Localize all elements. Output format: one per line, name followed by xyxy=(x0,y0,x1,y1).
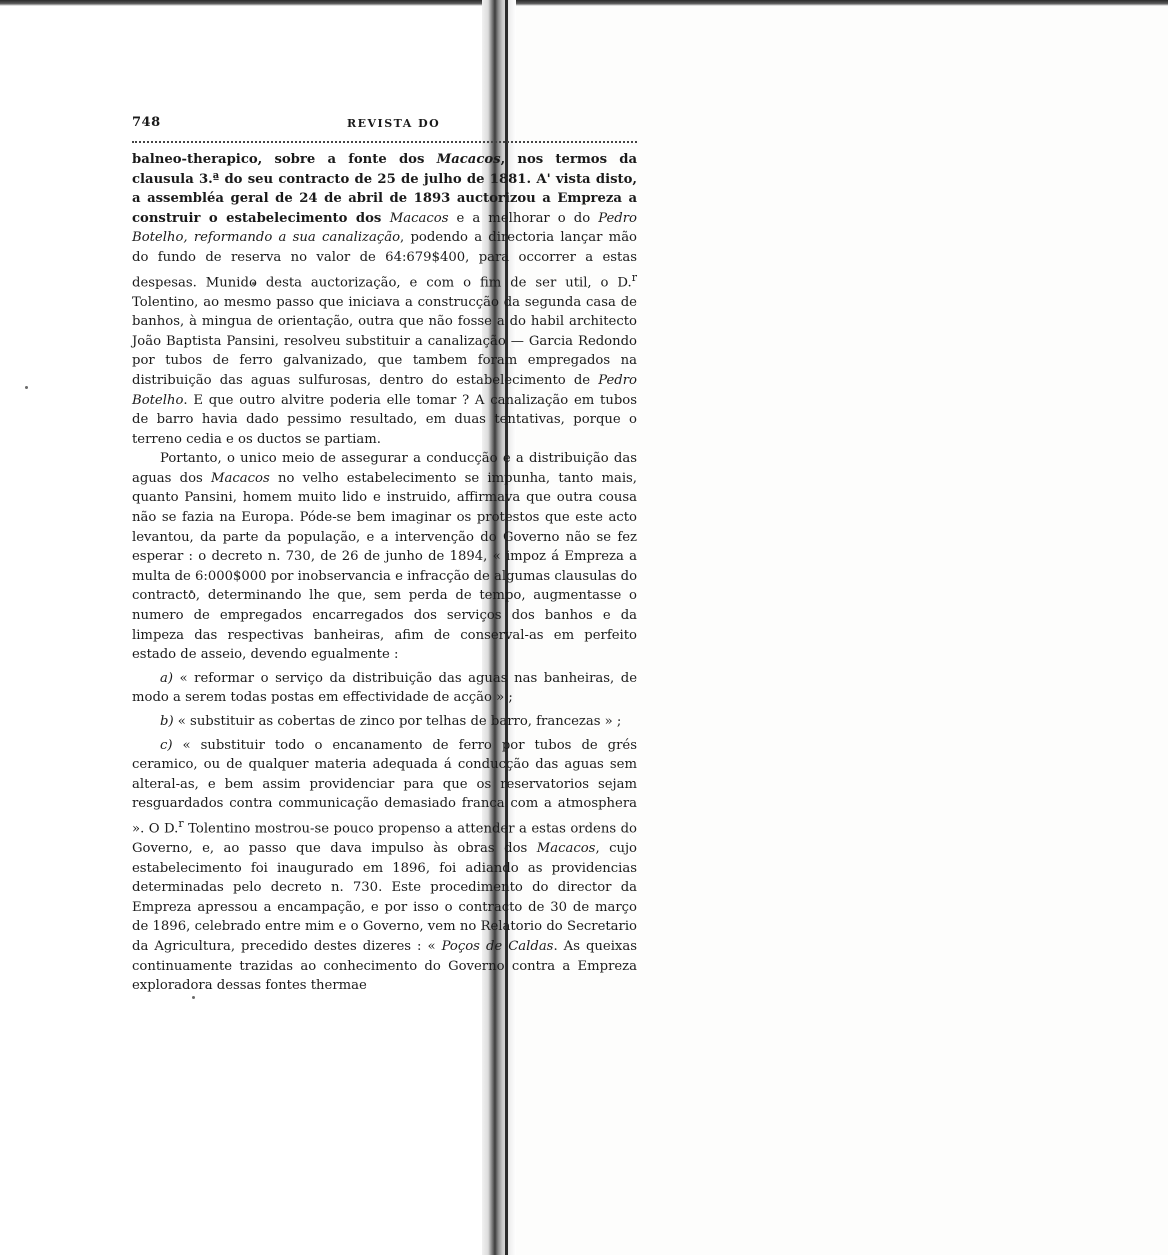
paper-speck xyxy=(192,996,195,999)
paper-speck xyxy=(25,386,28,389)
list-item-c: c) « substituir todo o encanamento de ferro por tubos de grés ceramico, ou de qualquer materia adequada á conducção das aguas sem alteral-as, e bem assim providenciar para que os reservatorios sejam resguardados contra communicação demasiado franca com a atmosphera ». O D.$^r$ Tolentino mostrou-se pouco propenso a attender a estas ordens do Governo, e, ao passo que dava impulso às obras dos Macacos, cujo estabelecimento foi inaugurado em 1896, foi adiando as providencias determinadas pelo decreto n. 730. Este procedimento do director da Empreza apressou a encampação, e por isso o contracto de 30 de março de 1896, celebrado entre mim e o Governo, vem no Relatorio do Secretario da Agricultura, precedido destes dizeres : « Poços de Caldas. As queixas continuamente trazidas ao conhecimento do Governo contra a Empreza exploradora dessas fontes thermae xyxy=(132,737,637,994)
page-number: 748 xyxy=(132,115,161,130)
paragraph-continuation: balneo-therapico, sobre a fonte dos Macacos, nos termos da clausula 3.ª do seu contracto de 25 de julho de 1881. A' vista disto, a assembléa geral de 24 de abril de 1893 auctorizou a Empreza a construir o estabelecimento dos Macacos e a melhorar o do Pedro Botelho, reformando a sua canalização, podendo a directoria lançar mão do fundo de reserva no valor de 64:679$400, para occorrer a estas despesas. Munido desta auctorização, e com o fim de ser util, o D.$^r$ Tolentino, ao mesmo passo que iniciava a construcção da segunda casa de banhos, à mingua de orientação, outra que não fosse a do habil architecto João Baptista Pansini, resolveu substituir a canalização — Garcia Redondo por tubos de ferro galvanizado, que tambem foram empregados na distribuição das aguas sulfurosas, dentro do estabelecimento de Pedro Botelho. E que outro alvitre poderia elle tomar ? A canalização em tubos de barro havia dado pessimo resultado, em duas tentativas, porque o terreno cedia e os ductos se partiam. xyxy=(132,152,637,447)
header-rule xyxy=(132,138,637,143)
journal-title: REVISTA DO xyxy=(347,117,441,130)
running-header xyxy=(132,113,637,135)
paragraph-portanto: Portanto, o unico meio de assegurar a conducção e a distribuição das aguas dos Macacos no velho estabelecimento se impunha, tanto mais, quanto Pansini, homem muito lido e instruido, affirmava que outra cousa não se fazia na Europa. Póde-se bem imaginar os protestos que este acto levantou, da parte da população, e a intervenção do Governo não se fez esperar : o decreto n. 730, de 26 de junho de 1894, « impoz á Empreza a multa de 6:000$000 por inobservancia e infracção de algumas clausulas do contracto, determinando lhe que, sem perda de tempo, augmentasse o numero de empregados encarregados dos serviços dos banhos e da limpeza das respectivas banheiras, afim de conserval-as em perfeito estado de asseio, devendo egualmente : xyxy=(132,451,638,663)
list-item-b: b) « substituir as cobertas de zinco por telhas de barro, francezas » ; xyxy=(160,714,622,730)
page-body xyxy=(132,150,637,996)
list-item-a: a) « reformar o serviço da distribuição das aguas nas banheiras, de modo a serem todas postas em effectividade de acção » ; xyxy=(132,670,637,706)
